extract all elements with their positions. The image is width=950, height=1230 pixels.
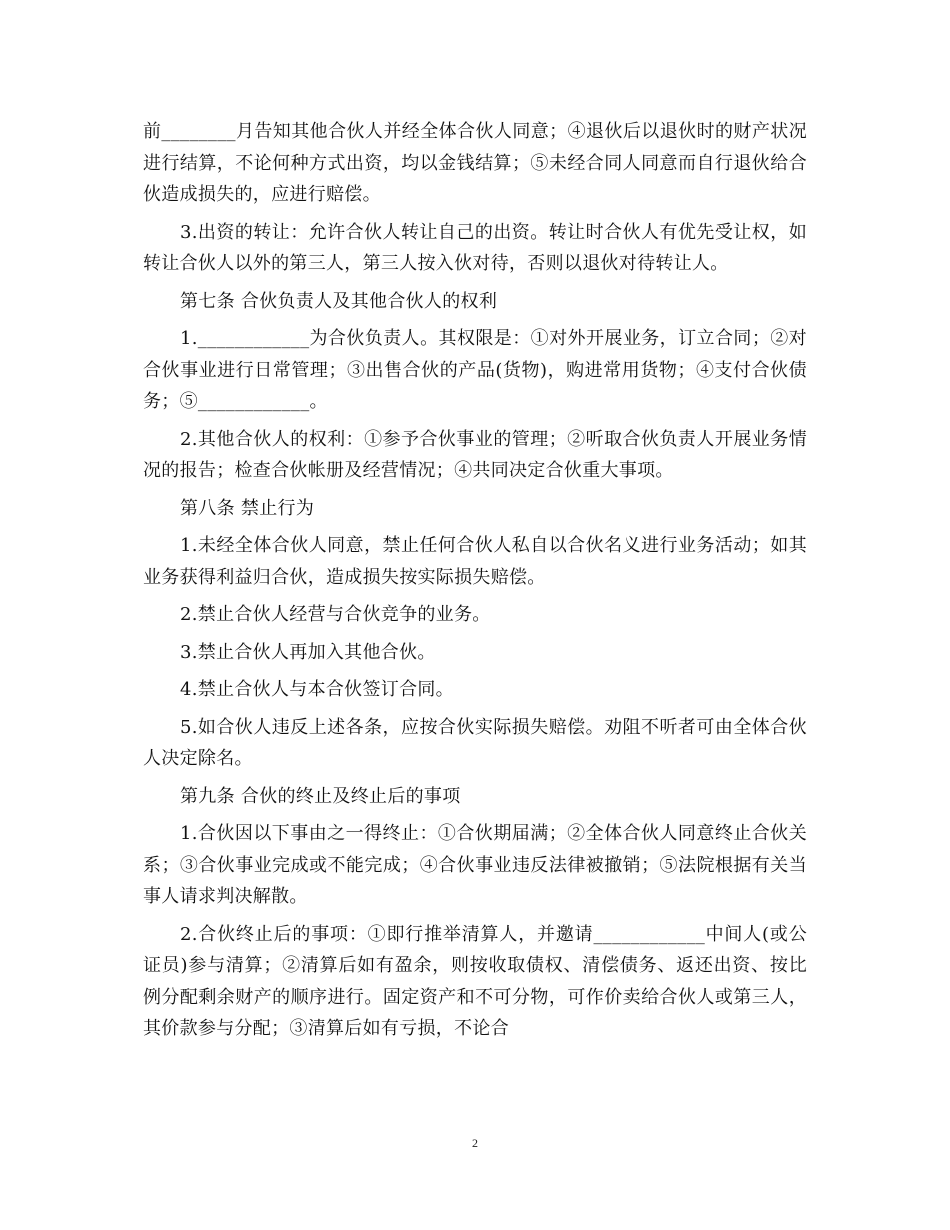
page-number: 2 — [472, 1136, 478, 1150]
article-8-item-2: 2.禁止合伙人经营与合伙竞争的业务。 — [180, 604, 491, 625]
article-9-item-2: 2.合伙终止后的事项：①即行推举清算人，并邀请____________中间人(或公证员)参与清算；②清算后如有盈余，则按收取债权、清偿债务、返还出资、按比例分配剩余财产的顺序进行。固定资产和不可分物，可作价卖给合伙人或第三人，其价款参与分配；③清算后如有亏损，不论合 — [143, 923, 807, 1039]
article-8-item-3: 3.禁止合伙人再加入其他合伙。 — [180, 641, 436, 663]
paragraph-continuation: 前________月告知其他合伙人并经全体合伙人同意；④退伙后以退伙时的财产状况进行结算，不论何种方式出资，均以金钱结算；⑤未经合同人同意而自行退伙给合伙造成损失的，应进行赔偿。 — [143, 121, 807, 205]
paragraph-transfer-of-contribution: 3.出资的转让：允许合伙人转让自己的出资。转让时合伙人有优先受让权，如转让合伙人以外的第三人，第三人按入伙对待，否则以退伙对待转让人。 — [143, 221, 807, 274]
article-7-item-2: 2.其他合伙人的权利：①参予合伙事业的管理；②听取合伙负责人开展业务情况的报告；检查合伙帐册及经营情况；④共同决定合伙重大事项。 — [143, 428, 807, 481]
article-8-item-5: 5.如合伙人违反上述各条，应按合伙实际损失赔偿。劝阻不听者可由全体合伙人决定除名。 — [143, 716, 807, 769]
article-7-item-1: 1.____________为合伙负责人。其权限是：①对外开展业务，订立合同；②对合伙事业进行日常管理；③出售合伙的产品(货物)，购进常用货物；④支付合伙债务；⑤____________。 — [143, 328, 807, 412]
article-7-heading: 第七条 合伙负责人及其他合伙人的权利 — [180, 290, 498, 312]
article-8-item-1: 1.未经全体合伙人同意，禁止任何合伙人私自以合伙名义进行业务活动；如其业务获得利益归合伙，造成损失按实际损失赔偿。 — [143, 535, 807, 588]
article-8-heading: 第八条 禁止行为 — [180, 497, 315, 519]
document-page — [143, 116, 807, 1051]
article-9-item-1: 1.合伙因以下事由之一得终止：①合伙期届满；②全体合伙人同意终止合伙关系；③合伙事业完成或不能完成；④合伙事业违反法律被撤销；⑤法院根据有关当事人请求判决解散。 — [143, 823, 807, 907]
article-9-heading: 第九条 合伙的终止及终止后的事项 — [180, 785, 461, 807]
article-8-item-4: 4.禁止合伙人与本合伙签订合同。 — [180, 679, 454, 700]
